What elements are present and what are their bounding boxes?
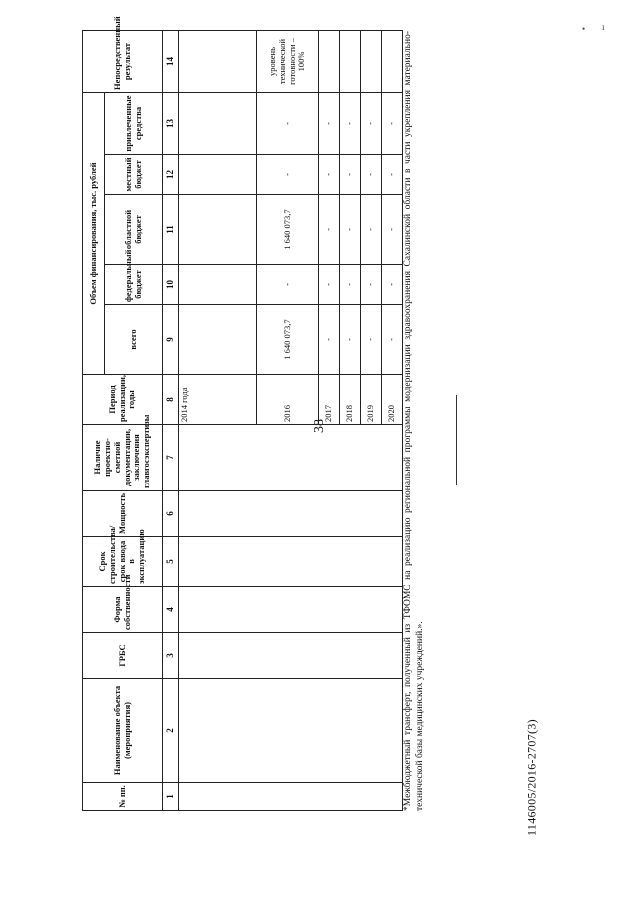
cell-attracted: - (382, 93, 403, 155)
cell-regional: - (361, 195, 382, 265)
cell-name (179, 679, 403, 783)
header-term: Срок строительства/срок ввода в эксплуатацию (83, 537, 163, 587)
cell-period: 2020 (382, 375, 403, 425)
cell-total: 1 640 073,7 (257, 305, 319, 375)
cell-result (361, 31, 382, 93)
cell-regional: - (340, 195, 361, 265)
header-total: всего (105, 305, 163, 375)
header-local: местный бюджет (105, 155, 163, 195)
header-funding-group: Объем финансирования, тыс. рублей (83, 93, 105, 375)
scan-mark: ɪ (602, 22, 605, 32)
header-docs: Наличие проектно-сметной документации, заключения главгосэкспертизы (83, 425, 163, 491)
header-attracted: привлеченные средства (105, 93, 163, 155)
scan-mark: • (582, 24, 586, 34)
cell-total: - (361, 305, 382, 375)
col-number: 6 (163, 491, 179, 537)
header-grbs: ГРБС (83, 633, 163, 679)
cell-attracted (179, 93, 257, 155)
cell-local (179, 155, 257, 195)
header-num: № пп. (83, 783, 163, 811)
header-name: Наименование объекта (мероприятия) (83, 679, 163, 783)
cell-period: 2019 (361, 375, 382, 425)
col-number: 4 (163, 587, 179, 633)
cell-period: 2014 года (179, 375, 257, 425)
cell-regional: 1 640 073,7 (257, 195, 319, 265)
cell-total: - (319, 305, 340, 375)
cell-federal: - (382, 265, 403, 305)
separator-line (456, 395, 457, 485)
col-number: 12 (163, 155, 179, 195)
col-number: 10 (163, 265, 179, 305)
header-period: Период реализации, годы (83, 375, 163, 425)
cell-ownership (179, 587, 403, 633)
cell-attracted: - (319, 93, 340, 155)
cell-result (179, 31, 257, 93)
col-number: 7 (163, 425, 179, 491)
col-number: 5 (163, 537, 179, 587)
col-number: 1 (163, 783, 179, 811)
cell-regional: - (382, 195, 403, 265)
cell-total (179, 305, 257, 375)
cell-result (340, 31, 361, 93)
cell-regional (179, 195, 257, 265)
cell-attracted: - (361, 93, 382, 155)
cell-grbs (179, 633, 403, 679)
table-row (179, 31, 257, 811)
document-code: 1146005/2016-2707(3) (524, 719, 539, 836)
cell-local: - (319, 155, 340, 195)
cell-federal: - (257, 265, 319, 305)
col-number: 14 (163, 31, 179, 93)
cell-result (319, 31, 340, 93)
cell-docs (179, 425, 403, 491)
cell-capacity (179, 491, 403, 537)
cell-attracted: - (340, 93, 361, 155)
cell-regional: - (319, 195, 340, 265)
header-capacity: Мощность (83, 491, 163, 537)
cell-local: - (340, 155, 361, 195)
cell-term (179, 537, 403, 587)
col-number: 2 (163, 679, 179, 783)
footnote: *Межбюджетный трансферт, полученный из ТФОМС на реализацию региональной программы модернизации здравоохранения Сахалинской области в части укрепления материально-технической базы медицинских учреждений.». (403, 31, 426, 811)
cell-period: 2017 (319, 375, 340, 425)
header-federal: федеральный бюджет (105, 265, 163, 305)
footnote-wrapper (402, 31, 442, 811)
cell-result: уровень технической готовности – 100% (257, 31, 319, 93)
cell-federal (179, 265, 257, 305)
page-number: 38 (312, 419, 327, 433)
col-number: 8 (163, 375, 179, 425)
col-number: 9 (163, 305, 179, 375)
header-regional: областной бюджет (105, 195, 163, 265)
rotated-table-wrapper (82, 16, 402, 811)
cell-total: - (382, 305, 403, 375)
cell-local: - (257, 155, 319, 195)
funding-table (82, 16, 403, 811)
cell-federal: - (319, 265, 340, 305)
cell-total: - (340, 305, 361, 375)
col-number: 13 (163, 93, 179, 155)
header-ownership: Форма собственности (83, 587, 163, 633)
cell-period: 2016 (257, 375, 319, 425)
cell-local: - (382, 155, 403, 195)
col-number: 3 (163, 633, 179, 679)
col-number: 11 (163, 195, 179, 265)
cell-federal: - (361, 265, 382, 305)
cell-result (382, 31, 403, 93)
header-result: Непосредственный результат (83, 31, 163, 93)
cell-attracted: - (257, 93, 319, 155)
cell-period: 2018 (340, 375, 361, 425)
cell-local: - (361, 155, 382, 195)
cell-num (179, 783, 403, 811)
cell-federal: - (340, 265, 361, 305)
